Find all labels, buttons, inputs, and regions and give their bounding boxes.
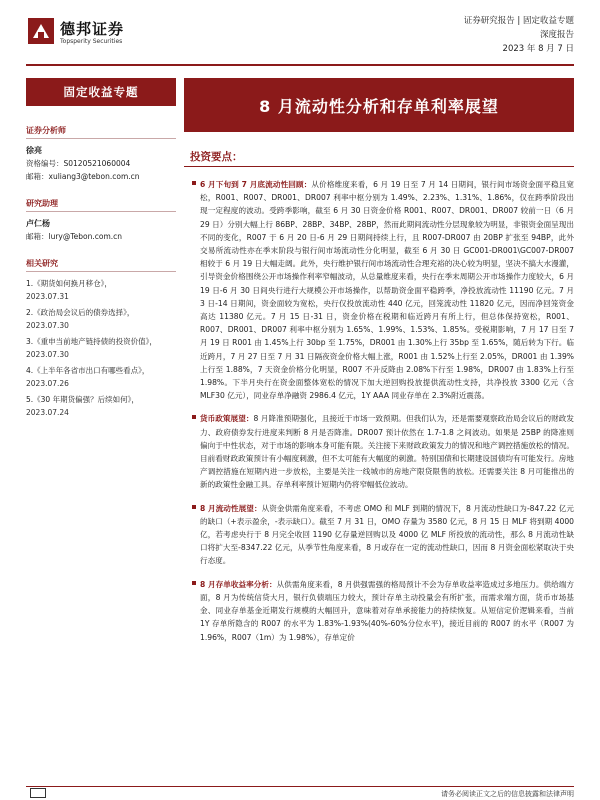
brand-logo xyxy=(28,16,168,52)
related-heading: 相关研究 xyxy=(26,253,176,272)
related-item-date: 2023.07.30 xyxy=(26,350,69,359)
paragraph-lead: 货币政策展望： xyxy=(200,414,254,424)
related-item-date: 2023.07.31 xyxy=(26,292,69,301)
bullet-icon xyxy=(192,581,196,585)
report-date: 2023 年 8 月 7 日 xyxy=(502,44,574,54)
paragraph-body: 从价格维度来看，6 月 19 日至 7 月 14 日期间，银行间市场资金面平稳且宽松，R001、R007、DR001、DR007 利率中枢分别为 1.49%、2.23%、1.31%、1.86%，仅在跨季阶段出现一定程度的波动。受跨季影响，截至 6 月 30 日资金价格 R001、R007、DR001、DR007 较前一日（6 月 29 日）分别大幅上行 86BP、28BP、34BP、28BP，然而此期间流动性分层现象较为明显，非银资金面呈现出不同的变化，R007 于 6 月 20 日-6 月 29 日期间持续上行，且 R007-DR007 由 20BP 扩张至 94BP，此外交易所流动性亦在季末阶段与银行间市场流动性分化明显，截至 6 月 30 日 GC001-DR001\GC007-DR007 相较于 6 月 19 日大幅走阔。此外，央行维护银行间市场流动性合理充裕的决心较为明显，坚决不搞大水漫灌，引导资金价格围绕公开市场操作利率窄幅波动，从总量维度来看，央行在季末周期公开市场操作力度较大，6 月 19 日-6 月 30 日间央行进行大规模公开市场操作，以帮助资金面平稳跨季，净投放流动性 11190 亿元。7 月 3 日-14 日期间，资金面较为宽松，央行仅投放流动性 440 亿元，回笼流动性 11820 亿元，因而净回笼资金高达 11380 亿元。7 月 15 日-31 日，资金价格在税期和临近跨月有所上行，但总体保持宽松，R001、R007、DR001、DR007 利率中枢分别为 1.65%、1.99%、1.53%、1.85%。受税期影响，7 月 17 日至 7 月 19 日 R001 由 1.45%上行 30bp 至 1.75%，DR001 由 1.30%上行 35bp 至 1.65%，随后转为下行。临近跨月，7 月 27 日至 7 月 31 日隔夜资金价格大幅上涨，R001 由 1.52%上行至 2.05%，DR001 由 1.39%上行至 1.88%，7 天资金价格分化明显，R007 不升反降由 2.08%下行至 1.98%，DR007 由 1.83%上行至 1.98%。下半月央行在资金面整体宽松的情况下加大逆回购投放提供流动性支持，共净投放 3300 亿元（含 MLF30 亿元），同业存单净融资 2986.4 亿元，1Y AAA 同业存单在 2.3%附近震荡。 xyxy=(200,180,574,401)
bullet-icon xyxy=(192,415,196,419)
assistant-name: 卢仁杨 xyxy=(26,219,50,228)
analyst-name: 徐亮 xyxy=(26,146,42,155)
key-points-header xyxy=(184,145,574,167)
assistant-email[interactable]: 邮箱：lury@Tebon.com.cn xyxy=(26,232,123,241)
brand-name-cn: 德邦证券 xyxy=(60,20,125,38)
page-title: 8 月流动性分析和存单利率展望 xyxy=(184,78,574,132)
qr-code-icon xyxy=(30,788,46,798)
related-item-title: 5.《30 年期货偏强？后续如何》， xyxy=(26,395,139,404)
analyst-cert: 资格编号：S0120521060004 xyxy=(26,159,131,168)
footer-disclaimer: 请务必阅读正文之后的信息披露和法律声明 xyxy=(441,790,574,798)
paragraph-body: 从资金供需角度来看，不考虑 OMO 和 MLF 到期的情况下，8 月流动性缺口为-847.22 亿元的缺口（+表示盈余，-表示缺口）。截至 7 月 31 日，OMO 存量为 3580 亿元，8 月 15 日 MLF 将到期 4000 亿，若考虑央行于 8 月完全收回 1190 亿存量逆回购以及 4000 亿 MLF 所投放的流动性，那么 8 月流动性缺口将扩大至-8347.22 亿元，从季节性角度来看，8 月或存在一定的流动性缺口，因而 8 月资金面松紧取决于央行态度。 xyxy=(200,503,574,566)
related-item[interactable] xyxy=(26,278,176,301)
paragraph-lead: 8 月流动性展望： xyxy=(200,503,262,513)
related-item-title: 2.《政治局会议后的债券选择》， xyxy=(26,308,135,317)
analyst-email[interactable]: 邮箱：xuliang3@tebon.com.cn xyxy=(26,172,140,181)
main-content xyxy=(192,178,574,654)
related-item[interactable] xyxy=(26,336,176,359)
related-item-date: 2023.07.30 xyxy=(26,321,69,330)
related-item-title: 3.《重申当前地产链持债的投资价值》， xyxy=(26,337,157,346)
paragraph-monetary-policy xyxy=(192,412,574,491)
report-depth: 深度报告 xyxy=(539,30,574,40)
related-item-date: 2023.07.24 xyxy=(26,408,69,417)
related-item-date: 2023.07.26 xyxy=(26,379,69,388)
bullet-icon xyxy=(192,181,196,185)
related-item[interactable] xyxy=(26,307,176,330)
paragraph-liquidity-review xyxy=(192,178,574,402)
related-item[interactable] xyxy=(26,394,176,417)
brand-mark-icon xyxy=(28,18,54,44)
footer-divider xyxy=(26,786,574,787)
paragraph-body: 从供需角度来看，8 月供强需强的格局预计不会为存单收益率造成过多地压力。供给端方面，8 月为传统信贷大月，银行负债端压力较大，预计存单主动投量会有所扩张，而需求端方面，货币市场基金、同业存单基金近期发行规模的大幅回升，意味着对存单承接能力的持续恢复。从短信定价逻辑来看，当前 1Y 存单所隐含的 R007 的水平为 1.83%-1.93%(40%-60%分位水平)，接近目前的 R007 的水平（R007 为 1.96%，R007（1m）为 1.98%），存单定价 xyxy=(200,579,574,642)
sidebar xyxy=(26,120,176,423)
related-item-title: 4.《上半年各省市出口有哪些看点》， xyxy=(26,366,150,375)
paragraph-liquidity-outlook xyxy=(192,502,574,568)
bullet-icon xyxy=(192,505,196,509)
paragraph-lead: 6 月下旬到 7 月底流动性回顾： xyxy=(200,180,312,189)
category-banner: 固定收益专题 xyxy=(26,78,176,106)
key-points-title: 投资要点： xyxy=(190,151,243,163)
analyst-heading: 证券分析师 xyxy=(26,120,176,139)
paragraph-body: 8 月降准预期强化，且接近于市场一致预期。但我们认为，还是需要观察政治局会议后的财政发力、政府债券发行进度来判断 8 月是否降准。DR007 预计依然在 1.7-1.8 之间波动。如果是 25BP 的降准则偏向于中性状态，对于市场的影响本身可能有限。关注接下来财政政策发力的情况和地产调控措施放松的情况。目前看财政政策预计有小幅度刺激，但不太可能有大幅度的刺激。特别国债和长期建设国债均有可能发行。房地产调控措施在短期内进一步放松，主要是关注一线城市的房地产限贷限售的放松。还需要关注 8 月可能推出的新的政策性金融工具。存单利率预计短期内仍将窄幅低位波动。 xyxy=(200,414,574,490)
related-item[interactable] xyxy=(26,365,176,388)
paragraph-cd-yield xyxy=(192,578,574,644)
brand-name-en: Topsperity Securities xyxy=(60,38,123,45)
related-item-title: 1.《期货如何换月移仓》， xyxy=(26,279,112,288)
related-list xyxy=(26,278,176,417)
assistant-heading: 研究助理 xyxy=(26,193,176,212)
paragraph-lead: 8 月存单收益率分析： xyxy=(200,579,277,589)
report-header-info xyxy=(464,14,574,56)
header-divider xyxy=(26,64,574,66)
report-type: 证券研究报告 | 固定收益专题 xyxy=(463,16,574,26)
